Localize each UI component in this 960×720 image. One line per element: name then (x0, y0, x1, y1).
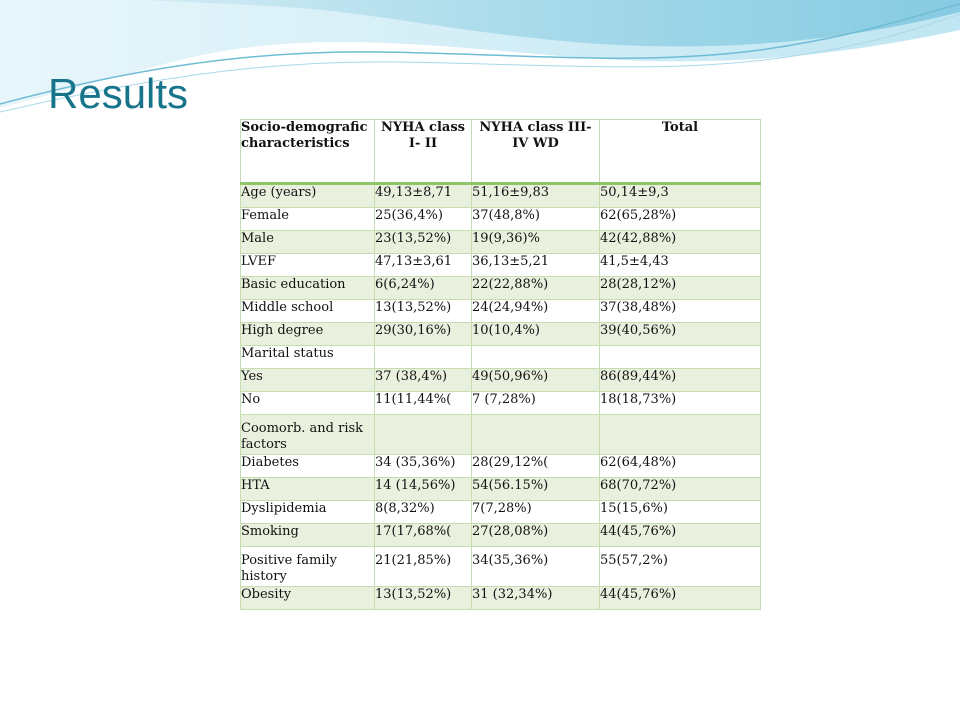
table-row (241, 184, 761, 208)
cell-nyha-i-ii (375, 415, 472, 455)
cell-total: 39(40,56%) (600, 323, 761, 346)
cell-nyha-i-ii: 8(8,32%) (375, 501, 472, 524)
cell-total: 68(70,72%) (600, 478, 761, 501)
cell-total: 55(57,2%) (600, 547, 761, 587)
cell-total: 15(15,6%) (600, 501, 761, 524)
cell-nyha-iii-iv: 36,13±5,21 (472, 254, 600, 277)
cell-nyha-iii-iv: 10(10,4%) (472, 323, 600, 346)
cell-nyha-i-ii: 13(13,52%) (375, 300, 472, 323)
cell-total: 62(64,48%) (600, 455, 761, 478)
cell-nyha-iii-iv: 54(56.15%) (472, 478, 600, 501)
cell-total: 50,14±9,3 (600, 184, 761, 208)
header-characteristics: Socio-demografic characteristics (241, 120, 375, 184)
table-row (241, 254, 761, 277)
row-label: HTA (241, 478, 375, 501)
cell-nyha-i-ii: 49,13±8,71 (375, 184, 472, 208)
row-label: Basic education (241, 277, 375, 300)
table-row (241, 231, 761, 254)
cell-nyha-i-ii: 47,13±3,61 (375, 254, 472, 277)
cell-nyha-iii-iv: 19(9,36)% (472, 231, 600, 254)
cell-nyha-iii-iv: 49(50,96%) (472, 369, 600, 392)
cell-total: 18(18,73%) (600, 392, 761, 415)
cell-nyha-iii-iv: 51,16±9,83 (472, 184, 600, 208)
cell-nyha-iii-iv: 31 (32,34%) (472, 587, 600, 610)
row-label: Age (years) (241, 184, 375, 208)
cell-nyha-i-ii: 11(11,44%( (375, 392, 472, 415)
cell-nyha-iii-iv (472, 346, 600, 369)
table-row (241, 346, 761, 369)
table-row (241, 547, 761, 587)
cell-total: 86(89,44%) (600, 369, 761, 392)
cell-nyha-i-ii: 25(36,4%) (375, 208, 472, 231)
cell-total: 28(28,12%) (600, 277, 761, 300)
cell-total: 42(42,88%) (600, 231, 761, 254)
cell-total (600, 346, 761, 369)
table-row (241, 323, 761, 346)
cell-total: 44(45,76%) (600, 524, 761, 547)
cell-total (600, 415, 761, 455)
row-label: Positive family history (241, 547, 375, 587)
cell-nyha-i-ii: 14 (14,56%) (375, 478, 472, 501)
cell-nyha-iii-iv: 24(24,94%) (472, 300, 600, 323)
cell-total: 41,5±4,43 (600, 254, 761, 277)
row-label: Obesity (241, 587, 375, 610)
table-row (241, 208, 761, 231)
table-header-row (241, 120, 761, 184)
cell-nyha-iii-iv: 27(28,08%) (472, 524, 600, 547)
row-label: Smoking (241, 524, 375, 547)
cell-nyha-iii-iv: 7 (7,28%) (472, 392, 600, 415)
table-row (241, 587, 761, 610)
table-row (241, 455, 761, 478)
slide-title: Results (48, 70, 189, 117)
cell-nyha-i-ii: 17(17,68%( (375, 524, 472, 547)
cell-nyha-i-ii: 23(13,52%) (375, 231, 472, 254)
header-nyha-iii-iv: NYHA class III-IV WD (472, 120, 600, 184)
cell-nyha-iii-iv: 7(7,28%) (472, 501, 600, 524)
row-label: Female (241, 208, 375, 231)
row-label: Yes (241, 369, 375, 392)
table-row (241, 392, 761, 415)
table-row (241, 415, 761, 455)
table-row (241, 501, 761, 524)
cell-nyha-iii-iv (472, 415, 600, 455)
header-nyha-i-ii: NYHA class I- II (375, 120, 472, 184)
row-label: Marital status (241, 346, 375, 369)
row-label: High degree (241, 323, 375, 346)
row-label: Male (241, 231, 375, 254)
cell-nyha-iii-iv: 28(29,12%( (472, 455, 600, 478)
row-label: No (241, 392, 375, 415)
cell-total: 37(38,48%) (600, 300, 761, 323)
table-row (241, 478, 761, 501)
cell-total: 44(45,76%) (600, 587, 761, 610)
cell-nyha-iii-iv: 22(22,88%) (472, 277, 600, 300)
cell-nyha-i-ii: 29(30,16%) (375, 323, 472, 346)
cell-total: 62(65,28%) (600, 208, 761, 231)
row-label: Coomorb. and risk factors (241, 415, 375, 455)
results-table (240, 119, 761, 610)
row-label: Dyslipidemia (241, 501, 375, 524)
header-total: Total (600, 120, 761, 184)
cell-nyha-i-ii: 13(13,52%) (375, 587, 472, 610)
row-label: Diabetes (241, 455, 375, 478)
table-row (241, 369, 761, 392)
cell-nyha-i-ii: 21(21,85%) (375, 547, 472, 587)
cell-nyha-i-ii: 37 (38,4%) (375, 369, 472, 392)
row-label: LVEF (241, 254, 375, 277)
cell-nyha-i-ii: 6(6,24%) (375, 277, 472, 300)
table-row (241, 277, 761, 300)
table-row (241, 300, 761, 323)
cell-nyha-iii-iv: 34(35,36%) (472, 547, 600, 587)
table-row (241, 524, 761, 547)
cell-nyha-i-ii (375, 346, 472, 369)
row-label: Middle school (241, 300, 375, 323)
cell-nyha-iii-iv: 37(48,8%) (472, 208, 600, 231)
cell-nyha-i-ii: 34 (35,36%) (375, 455, 472, 478)
